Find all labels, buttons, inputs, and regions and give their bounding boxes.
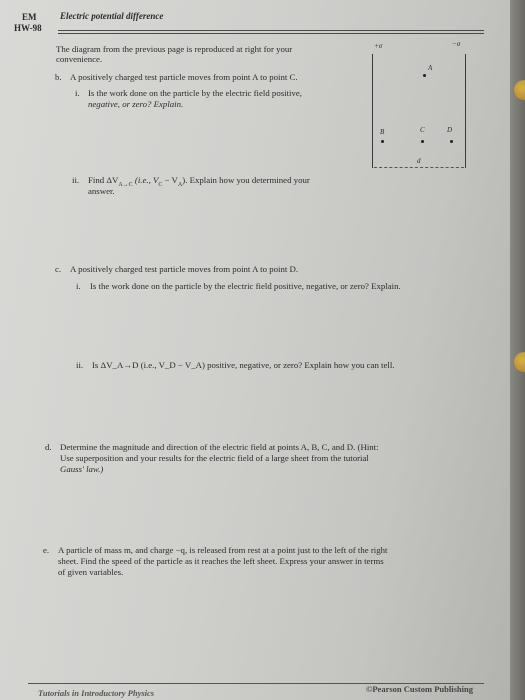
- part-c-text: A positively charged test particle moves from point A to point D.: [70, 264, 299, 274]
- part-c-label: c.: [55, 264, 62, 274]
- point-c-dot: [421, 140, 424, 143]
- part-c-i-text: Is the work done on the particle by the electric field positive, negative, or zero? Explain.: [90, 281, 401, 291]
- part-d-line-1: Determine the magnitude and direction of the electric field at points A, B, C, and D. (Hint:: [60, 442, 379, 452]
- part-c-ii-text: Is ΔV_A→D (i.e., V_D − V_A) positive, negative, or zero? Explain how you can tell.: [92, 360, 395, 370]
- footer-book-title: Tutorials in Introductory Physics: [38, 688, 155, 698]
- part-e-line-2: sheet. Find the speed of the particle as it reaches the left sheet. Express your answer in terms: [58, 556, 384, 566]
- charged-sheets-diagram: [368, 40, 470, 170]
- part-b-ii-label: ii.: [72, 175, 80, 185]
- point-d-label: D: [447, 126, 453, 134]
- part-b-ii-line-1: Find $\Delta V_{A\to C}$ (i.e., $V_C - V_A$). Explain how you determined your: [88, 175, 310, 188]
- point-a-dot: [423, 74, 426, 77]
- plus-sigma-label: +σ: [374, 42, 383, 50]
- header-section-code: EM: [22, 12, 37, 22]
- binder-background: [510, 0, 525, 700]
- part-c-i-label: i.: [76, 281, 81, 291]
- part-d-line-2: Use superposition and your results for the electric field of a large sheet from the tutorial: [60, 453, 369, 463]
- part-b-i-line-1: Is the work done on the particle by the electric field positive,: [88, 88, 302, 98]
- intro-line-1: The diagram from the previous page is reproduced at right for your: [56, 44, 293, 54]
- header-page-number: HW-98: [14, 23, 42, 33]
- part-b-i-line-2: negative, or zero? Explain.: [88, 99, 184, 109]
- part-b-ii-line-2: answer.: [88, 186, 115, 196]
- header-rule: [58, 30, 484, 31]
- point-b-dot: [381, 140, 384, 143]
- left-sheet: [372, 54, 373, 168]
- part-b-i-label: i.: [75, 88, 80, 98]
- point-b-label: B: [380, 128, 385, 136]
- distance-line: [374, 167, 464, 168]
- part-d-label: d.: [45, 442, 52, 452]
- part-c-ii-label: ii.: [76, 360, 84, 370]
- intro-line-2: convenience.: [56, 54, 103, 64]
- binder-ring-upper: [514, 80, 525, 100]
- right-sheet: [465, 54, 466, 168]
- binder-ring-lower: [514, 352, 525, 372]
- distance-label: d: [417, 157, 421, 165]
- point-a-label: A: [428, 64, 433, 72]
- header-rule-second: [58, 33, 484, 34]
- part-b-text: A positively charged test particle moves from point A to point C.: [70, 72, 298, 82]
- part-e-line-1: A particle of mass m, and charge −q, is released from rest at a point just to the left of the right: [58, 545, 388, 555]
- part-e-line-3: of given variables.: [58, 567, 124, 577]
- part-d-line-3: Gauss' law.): [60, 464, 104, 474]
- footer-publisher: ©Pearson Custom Publishing: [366, 684, 473, 694]
- header-title: Electric potential difference: [60, 11, 164, 21]
- point-c-label: C: [420, 126, 425, 134]
- part-e-label: e.: [43, 545, 50, 555]
- part-b-label: b.: [55, 72, 62, 82]
- minus-sigma-label: −σ: [452, 40, 461, 48]
- point-d-dot: [450, 140, 453, 143]
